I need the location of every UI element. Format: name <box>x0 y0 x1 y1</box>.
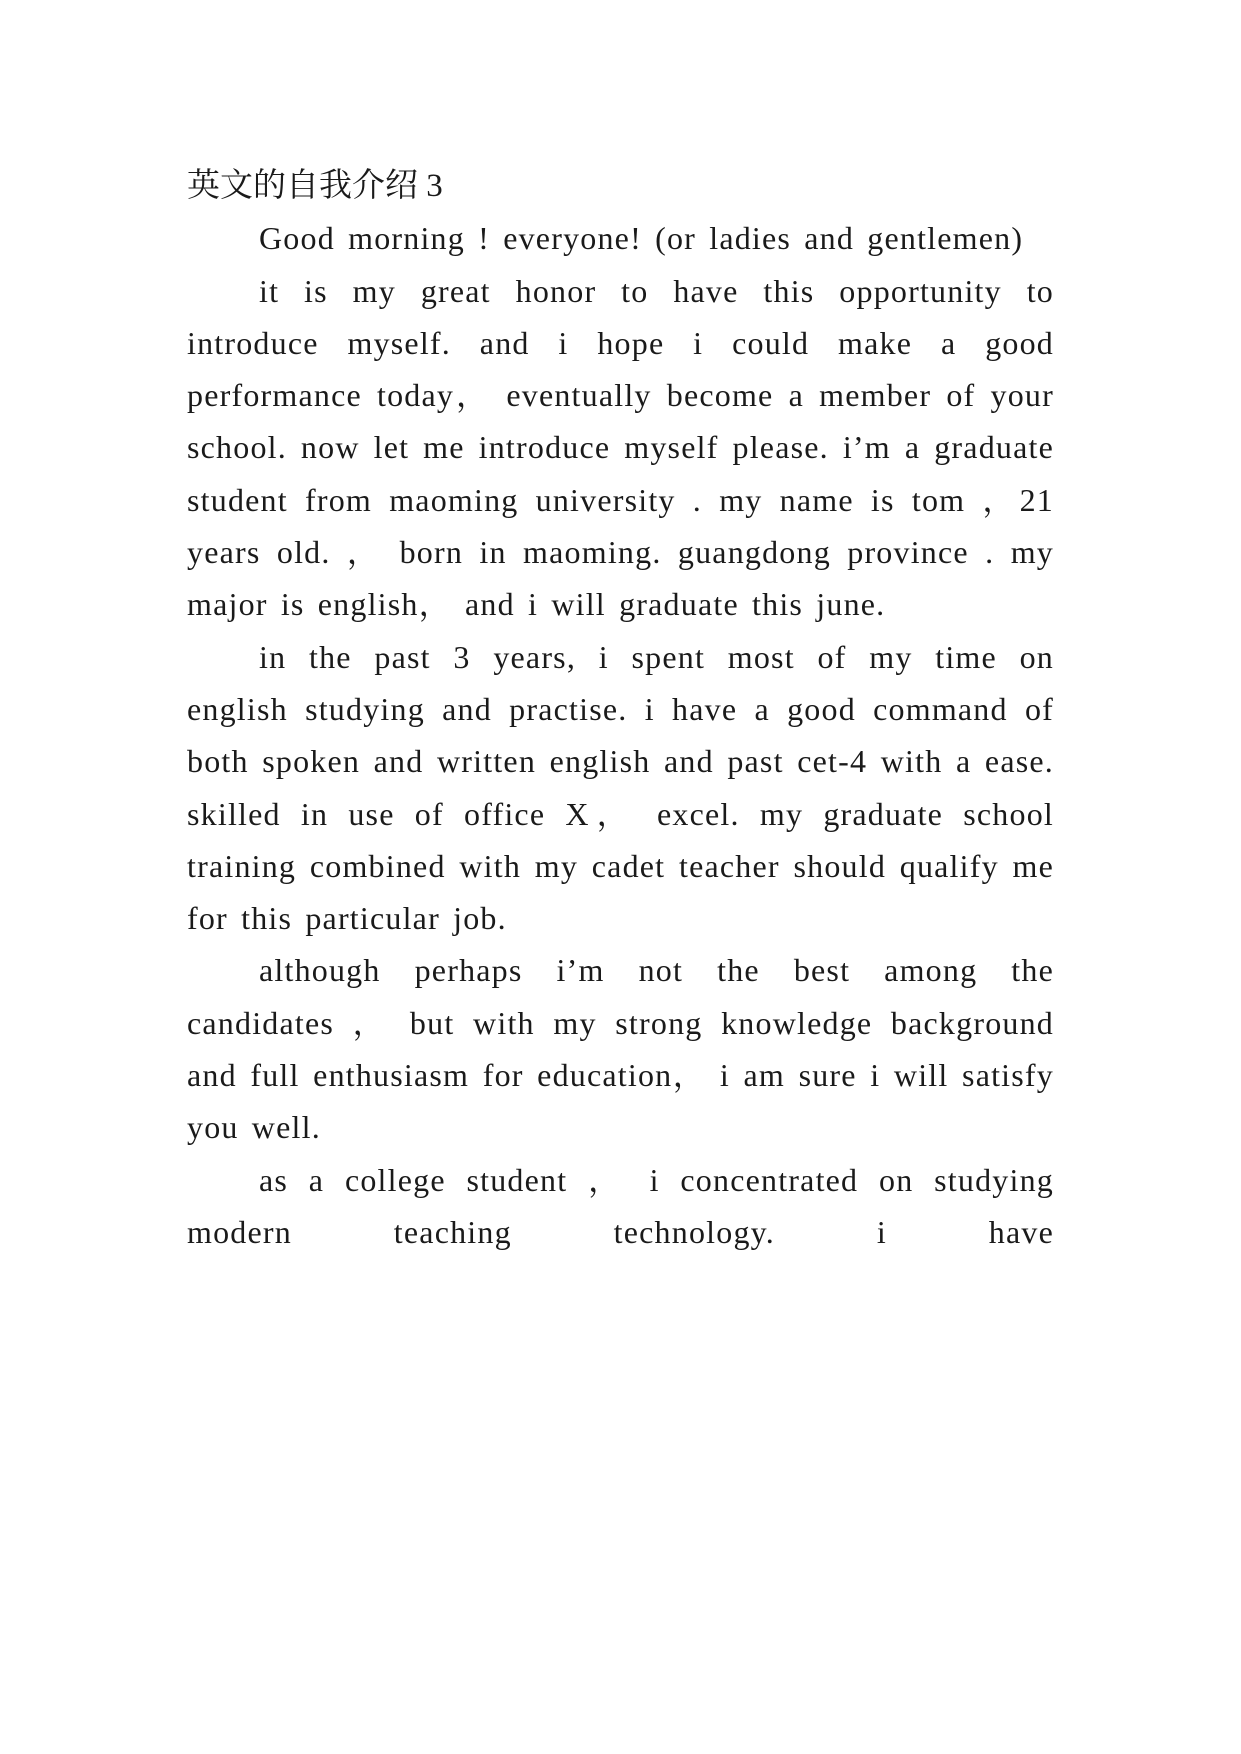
document-body <box>187 160 1054 1258</box>
paragraph-college-cutoff: as a college student ， i concentrated on studying modern teaching technology. i have <box>187 1161 1054 1250</box>
paragraph-introduction: it is my great honor to have this opportunity to introduce myself. and i hope i could make a good performance today， eventually become a member of your school. now let me introduce myself please. i’m a graduate student from maoming university . my name is tom ，21 years old. ， born in maoming. guangdong province . my major is english， and i will graduate this june. <box>187 272 1054 623</box>
paragraph-strengths: although perhaps i’m not the best among the candidates ， but with my strong knowledge background and full enthusiasm for education， i am sure i will satisfy you well. <box>187 952 1054 1146</box>
document-title: 英文的自我介绍 3 <box>187 168 443 204</box>
paragraph-english-skills: in the past 3 years, i spent most of my time on english studying and practise. i have a good command of both spoken and written english and past cet-4 with a ease. skilled in use of office X， excel. my graduate school training combined with my cadet teacher should qualify me for this particular job. <box>187 638 1054 937</box>
paragraph-greeting: Good morning ! everyone! (or ladies and gentlemen) <box>259 220 1024 257</box>
